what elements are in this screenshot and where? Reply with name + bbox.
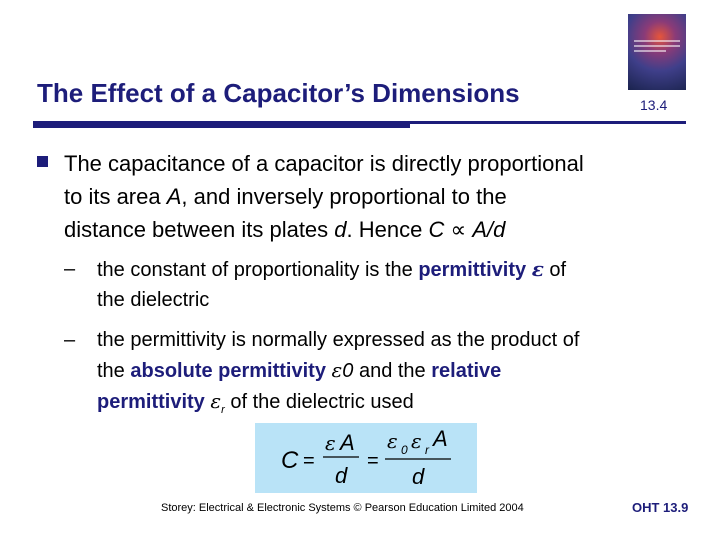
dash-marker: – [64,329,76,351]
sub1-line-1: the constant of proportionality is the permittivity ε of [97,257,567,281]
dash-marker: – [64,258,76,280]
formula-f2-sub0: 0 [401,443,408,457]
formula-lhs: C [281,447,299,474]
sub2-line-1: the permittivity is normally expressed as the product of [97,329,580,351]
bullet-line-3: distance between its plates d. Hence C ∝ A/d [64,217,506,242]
cover-text-line [634,50,666,52]
bullet-line-1: The capacitance of a capacitor is directly proportional [64,151,584,176]
formula-f1-epsilon: ε [325,431,336,455]
formula-equals-2: = [367,450,379,472]
formula-f1-distance: d [335,463,348,488]
capacitance-formula [255,423,477,493]
formula-equals-1: = [303,450,315,472]
sub1-line-2: the dielectric [97,289,210,311]
sub2-line-2: the absolute permittivity ε0 and the relative [97,358,502,382]
sub2-line-3: permittivity $\varepsilon_r$ of the dielectric used [97,389,414,416]
formula-f2-subr: r [425,443,429,457]
section-code: 13.4 [640,97,668,113]
title-rule-accent [33,123,410,128]
book-cover-image [628,14,686,90]
sub-bullet-1 [64,254,694,315]
cover-text-line [634,45,680,47]
formula-f2-distance: d [412,464,425,489]
slide-title: The Effect of a Capacitor’s Dimensions [37,78,520,108]
formula-f2-epsilon0: ε [387,429,398,453]
sub-bullet-2 [64,325,694,425]
formula-f2-area: A [433,426,448,451]
formula-f2-epsilonr: ε [411,429,422,453]
footer-credit: Storey: Electrical & Electronic Systems © Pearson Education Limited 2004 [161,502,524,514]
cover-text-line [634,40,680,42]
main-bullet [64,147,704,246]
slide-number: OHT 13.9 [632,500,689,515]
square-bullet-icon [37,156,48,167]
formula-f1-area: A [340,430,355,455]
bullet-line-2: to its area A, and inversely proportional to the [64,184,507,209]
